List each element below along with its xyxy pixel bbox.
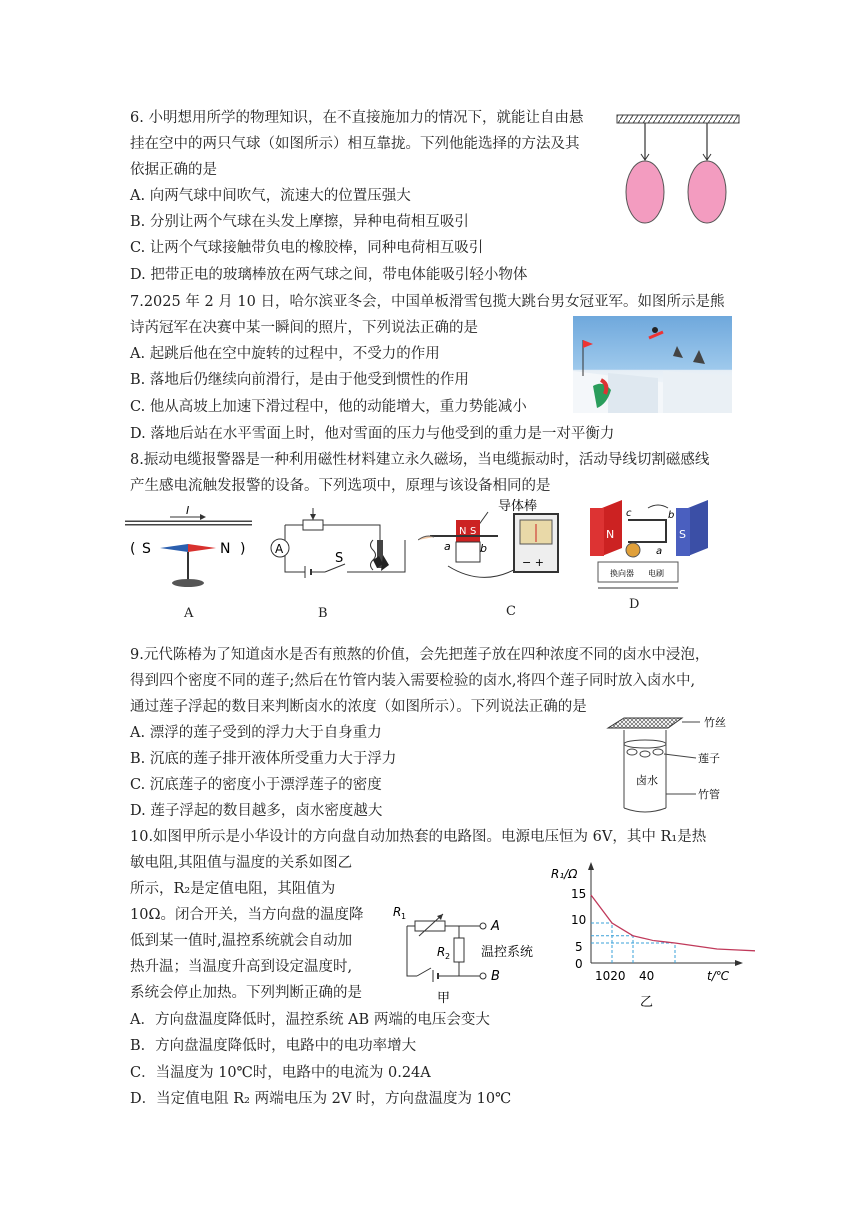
q6-option-b[interactable]: B. 分别让两个气球在头发上摩擦，异种电荷相互吸引 [130,214,469,230]
svg-text:N: N [606,528,615,541]
balloons-figure [615,112,745,227]
fig-a-caption: A [184,606,194,621]
svg-text:1: 1 [401,912,407,921]
x-tick-1020: 1020 [595,969,626,983]
q10-line3: 所示，R₂是定值电阻，其阻值为 [130,881,336,897]
q7-line2: 诗芮冠军在决赛中某一瞬间的照片，下列说法正确的是 [130,320,478,336]
q7-option-c[interactable]: C. 他从高坡上加速下滑过程中，他的动能增大，重力势能减小 [130,399,527,415]
q6-option-d[interactable]: D. 把带正电的玻璃棒放在两气球之间，带电体能吸引轻小物体 [130,267,528,283]
needle-blue [160,544,188,552]
r1-curve [591,895,755,951]
svg-text:N: N [459,526,467,537]
balloon-right [688,161,726,223]
svg-text:甲: 甲 [437,991,451,1006]
ammeter-label: A [275,542,284,556]
q7-line1: 7.2025 年 2 月 10 日，哈尔滨亚冬会，中国单板滑雪包揽大跳台男女冠亚军。如图所示是熊 [130,294,725,310]
q7-option-b[interactable]: B. 落地后仍继续向前滑行，是由于他受到惯性的作用 [130,372,469,388]
svg-text:B: B [491,969,500,984]
q6-line1: 6. 小明想用所学的物理知识，在不直接施加力的情况下，就能让自由悬 [130,110,584,126]
fig-d-generator [588,498,723,598]
svg-text:b: b [668,510,675,521]
svg-text:− +: − + [522,556,544,569]
needle-red [188,544,216,552]
fig-c-galvanometer [418,496,573,596]
svg-text:换向器: 换向器 [610,569,634,578]
q9-line3: 通过莲子浮起的数目来判断卤水的浓度（如图所示）。下列说法正确的是 [130,699,587,715]
y-tick-0: 0 [575,957,583,971]
rod-label: 导体棒 [498,499,538,514]
y-axis-label: R₁/Ω [551,867,578,881]
switch-label: S [335,551,344,566]
pole-s: S [142,541,151,557]
q8-line1: 8.振动电缆报警器是一种利用磁性材料建立永久磁场，当电缆振动时，活动导线切割磁感线 [130,452,710,468]
graph-yi [545,858,755,1010]
q7-option-d[interactable]: D. 落地后站在水平雪面上时，他对雪面的压力与他受到的重力是一对平衡力 [130,426,615,442]
q6-line2: 挂在空中的两只气球（如图所示）相互靠拢。下列他能选择的方法及其 [130,136,580,152]
svg-text:S: S [679,528,686,541]
q9-option-d[interactable]: D. 莲子浮起的数目越多，卤水密度越大 [130,803,383,819]
fig-a-compass [120,505,260,595]
current-label: I [186,505,190,517]
circuit-jia [385,898,545,1010]
q6-line3: 依据正确的是 [130,162,217,178]
svg-text:b: b [480,542,487,555]
fig-b-circuit [265,500,410,595]
q10-line6: 热升温；当温度升高到设定温度时, [130,959,353,975]
bamboo-tube-figure [604,712,744,814]
svg-text:竹丝: 竹丝 [704,716,726,729]
y-tick-15: 15 [571,887,587,901]
svg-text:A: A [491,919,500,934]
q9-line1: 9.元代陈椿为了知道卤水是否有煎熬的价值，会先把莲子放在四种浓度不同的卤水中浸泡， [130,647,710,663]
q9-option-b[interactable]: B. 沉底的莲子排开液体所受重力大于浮力 [130,751,397,767]
svg-text:温控系统: 温控系统 [481,945,534,960]
q10-line7: 系统会停止加热。下列判断正确的是 [130,985,362,1001]
q6-option-a[interactable]: A. 向两气球中间吹气，流速大的位置压强大 [130,188,411,204]
svg-text:c: c [626,508,632,519]
q6-option-c[interactable]: C. 让两个气球接触带负电的橡胶棒，同种电荷相互吸引 [130,240,484,256]
y-tick-10: 10 [571,913,587,927]
x-axis-label: t/℃ [707,969,730,983]
svg-text:莲子: 莲子 [698,752,720,765]
q10-option-d[interactable]: D．当定值电阻 R₂ 两端电压为 2V 时，方向盘温度为 10℃ [130,1091,512,1107]
graph-caption: 乙 [640,995,654,1010]
svg-text:(: ( [130,541,136,557]
q10-option-c[interactable]: C．当温度为 10℃时，电路中的电流为 0.24A [130,1065,431,1081]
svg-text:a: a [656,546,663,557]
brine-label: 卤水 [636,774,658,787]
svg-text:a: a [444,540,451,553]
r2-resistor [454,938,464,962]
svg-text:2: 2 [445,952,451,961]
q7-option-a[interactable]: A. 起跳后他在空中旋转的过程中，不受力的作用 [130,346,440,362]
q10-line1: 10.如图甲所示是小华设计的方向盘自动加热套的电路图。电源电压恒为 6V，其中 R₁是热 [130,829,707,845]
fig-d-caption: D [629,597,640,612]
q10-option-b[interactable]: B．方向盘温度降低时，电路中的电功率增大 [130,1038,417,1054]
q8-line2: 产生感电流触发报警的设备。下列选项中，原理与该设备相同的是 [130,478,551,494]
q10-line4: 10Ω。闭合开关，当方向盘的温度降 [130,907,364,923]
svg-text:S: S [470,526,477,537]
balloon-left [626,161,664,223]
pole-n: N [220,541,231,557]
q9-line2: 得到四个密度不同的莲子;然后在竹管内装入需要检验的卤水,将四个莲子同时放入卤水中, [130,673,696,689]
fig-b-caption: B [318,606,328,621]
svg-text:竹管: 竹管 [698,788,720,801]
svg-text:R: R [437,945,446,959]
q10-option-a[interactable]: A．方向盘温度降低时，温控系统 AB 两端的电压会变大 [130,1012,490,1028]
y-tick-5: 5 [575,940,583,954]
q10-line5: 低到某一值时,温控系统就会自动加 [130,933,353,949]
q9-option-c[interactable]: C. 沉底莲子的密度小于漂浮莲子的密度 [130,777,382,793]
svg-text:): ) [240,541,246,557]
fig-c-caption: C [506,604,516,619]
q9-option-a[interactable]: A. 漂浮的莲子受到的浮力大于自身重力 [130,725,382,741]
snowboard-photo [573,316,732,413]
x-tick-40: 40 [639,969,655,983]
svg-text:R: R [393,905,402,919]
q10-line2: 敏电阻,其阻值与温度的关系如图乙 [130,855,353,871]
svg-text:电刷: 电刷 [648,569,664,578]
